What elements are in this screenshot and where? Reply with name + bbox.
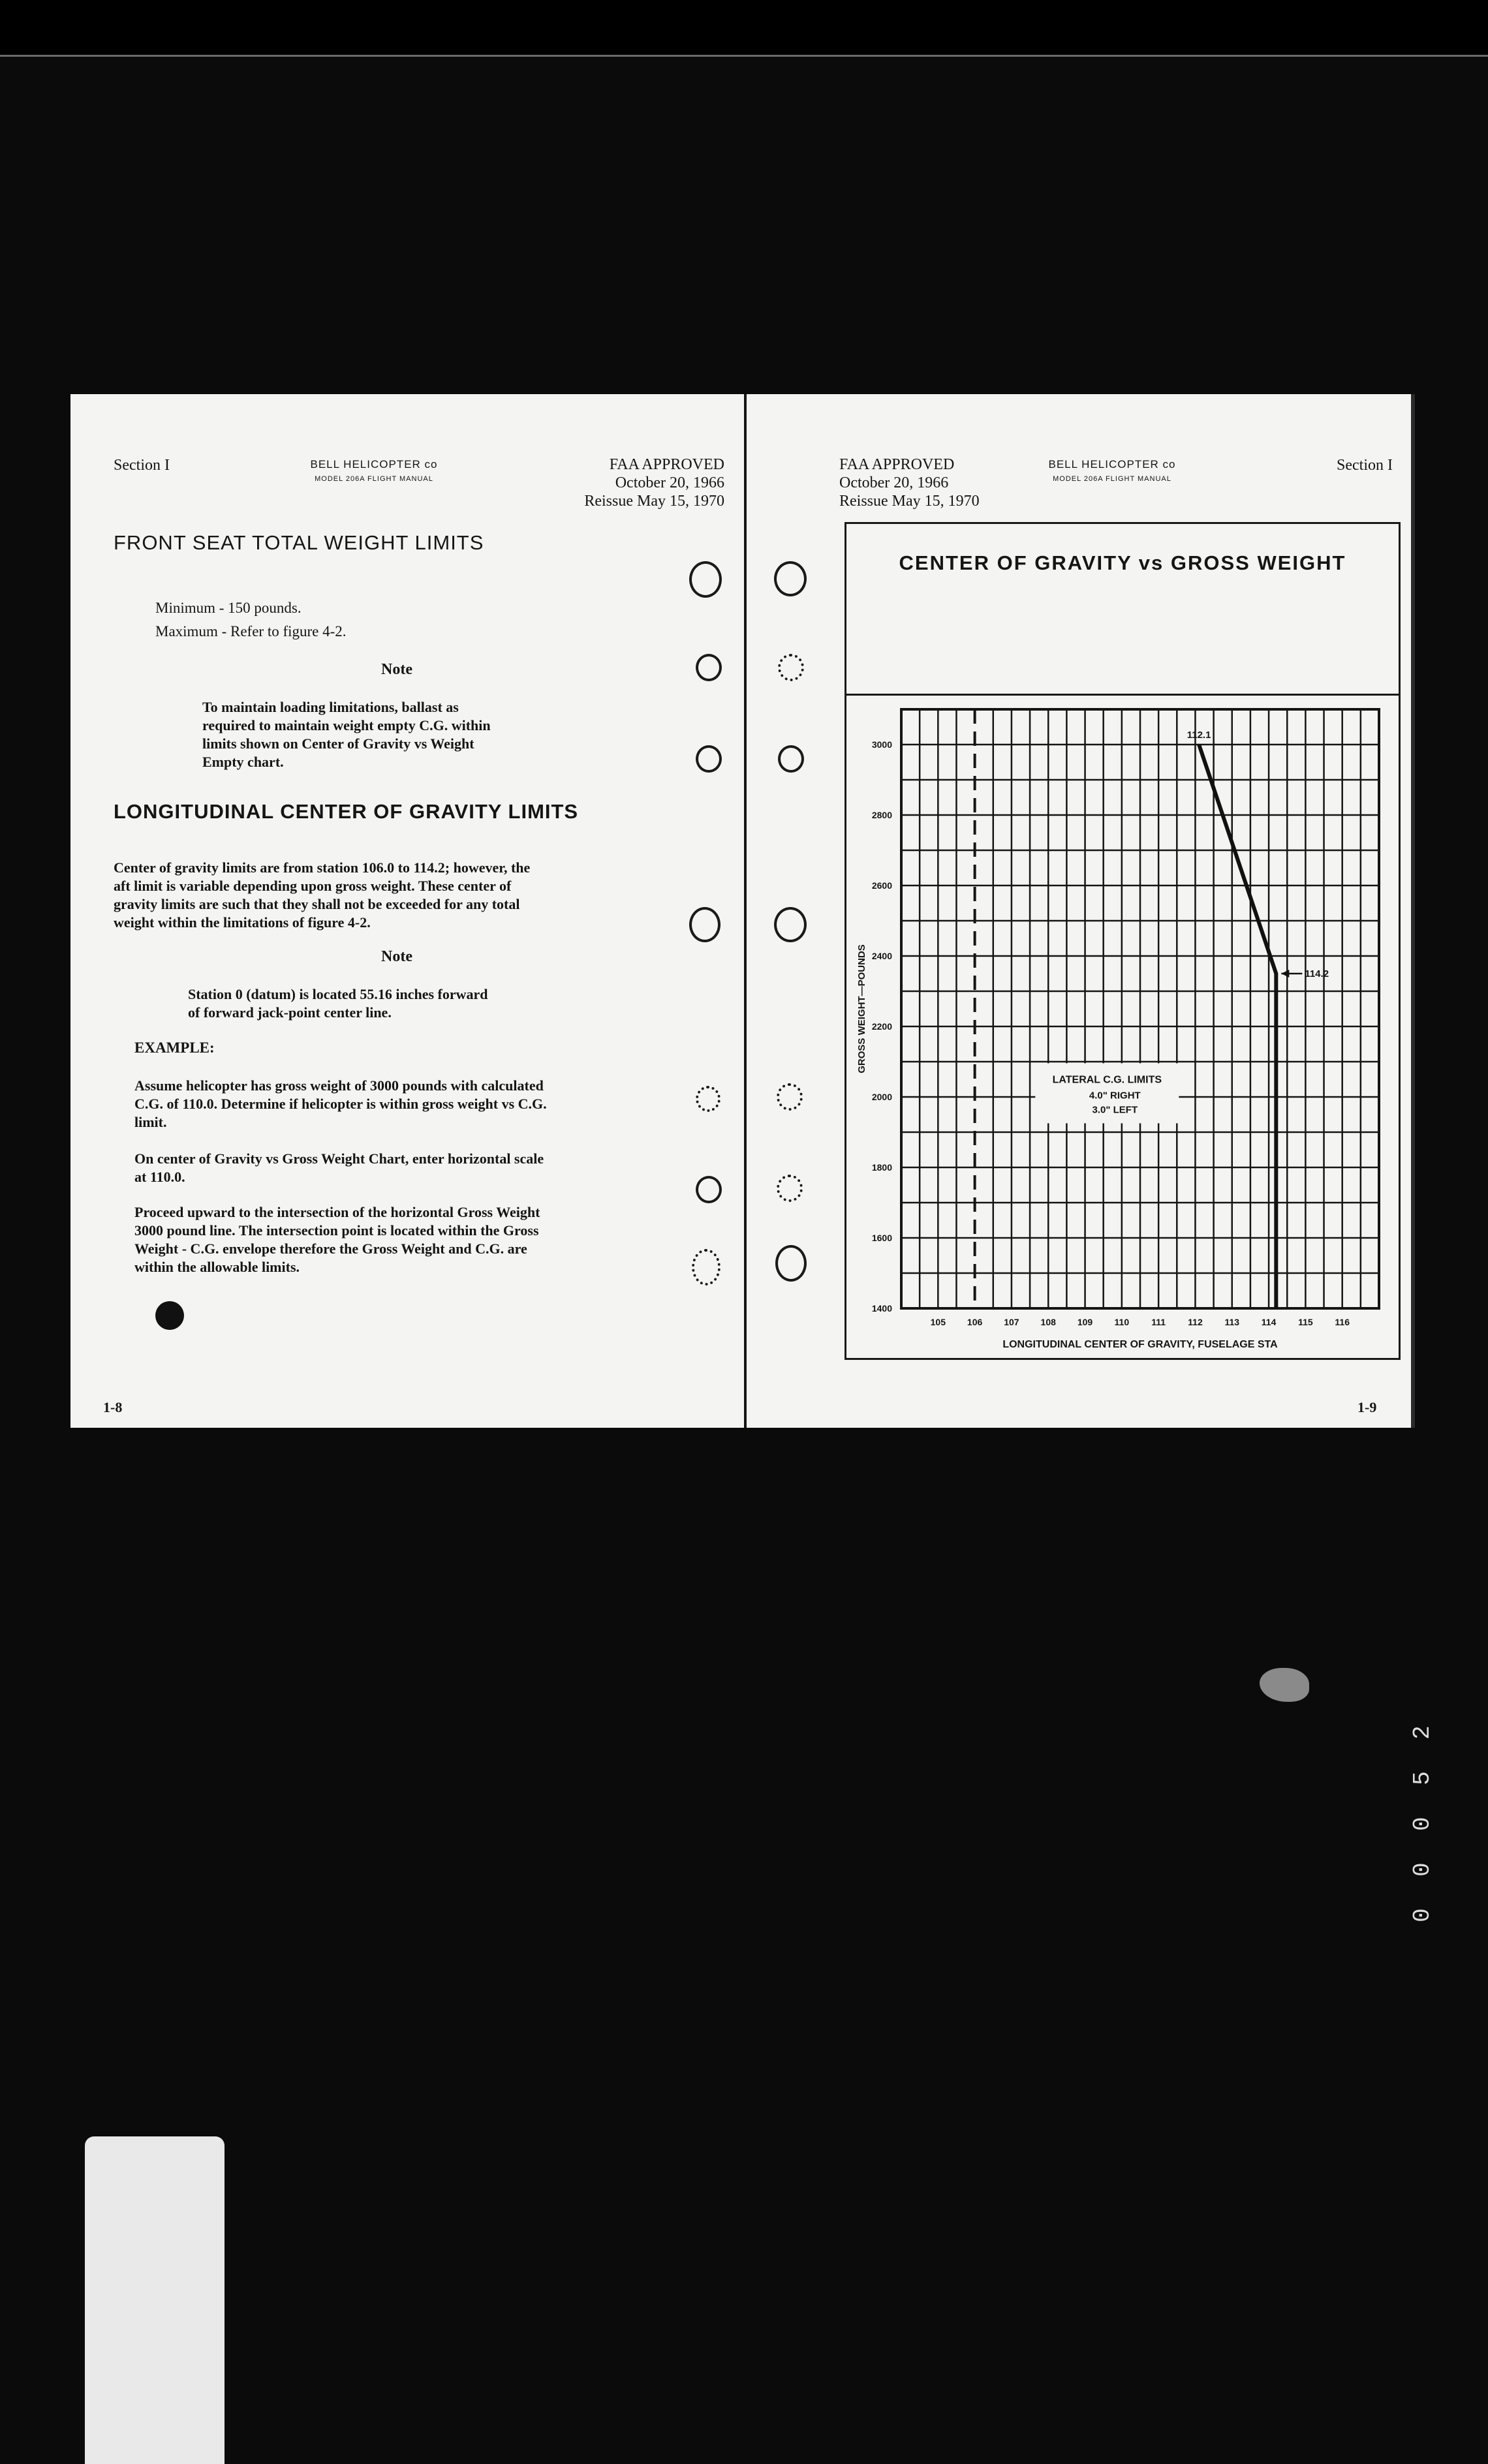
y-axis-label: GROSS WEIGHT—POUNDS — [856, 944, 867, 1073]
note-text — [188, 985, 645, 1022]
company-subtitle: MODEL 206A FLIGHT MANUAL — [315, 475, 433, 483]
company-name-text: BELL HELICOPTER co — [1048, 458, 1176, 470]
page-edge — [1411, 394, 1415, 1428]
x-tick-label: 109 — [1077, 1317, 1093, 1327]
x-tick-label: 113 — [1224, 1317, 1240, 1327]
note-line: required to maintain weight empty C.G. within — [202, 717, 491, 733]
binder-hole — [696, 1176, 722, 1203]
data-label: 112.1 — [1186, 730, 1211, 741]
note-text — [202, 698, 568, 771]
company-name — [289, 458, 459, 483]
approval-date: October 20, 1966 — [615, 474, 724, 491]
film-leader-tab — [85, 2136, 225, 2464]
x-tick-label: 105 — [930, 1317, 946, 1327]
binder-hole — [696, 654, 722, 681]
paragraph-line: limit. — [134, 1114, 167, 1130]
ink-blot — [155, 1301, 184, 1330]
minimum-weight: Minimum - 150 pounds. — [155, 600, 302, 616]
y-tick-label: 1800 — [871, 1162, 892, 1173]
page-number: 1-8 — [103, 1399, 123, 1415]
data-label: 114.2 — [1305, 968, 1329, 979]
chart-title: CENTER OF GRAVITY vs GROSS WEIGHT — [899, 551, 1346, 574]
example-paragraph — [134, 1150, 728, 1186]
note-heading: Note — [381, 948, 412, 965]
binder-hole — [696, 745, 722, 773]
roll-digit: 2 — [1409, 1725, 1436, 1740]
binder-hole — [692, 1249, 721, 1286]
y-tick-label: 2400 — [871, 951, 892, 961]
cg-paragraph — [114, 859, 731, 932]
note-line: Station 0 (datum) is located 55.16 inches forward — [188, 986, 488, 1002]
binder-hole — [778, 745, 804, 773]
x-tick-label: 110 — [1114, 1317, 1130, 1327]
binder-hole — [775, 1245, 807, 1282]
example-paragraph — [134, 1077, 728, 1132]
film-top-band — [0, 0, 1488, 56]
binder-hole — [778, 654, 804, 681]
note-line: Empty chart. — [202, 754, 284, 770]
paragraph-line: Proceed upward to the intersection of the horizontal Gross Weight — [134, 1204, 540, 1220]
paragraph-line: weight within the limitations of figure 4-2. — [114, 914, 371, 931]
paragraph-line: within the allowable limits. — [134, 1259, 300, 1275]
company-name — [1027, 458, 1197, 483]
paragraph-line: aft limit is variable depending upon gross weight. These center of — [114, 878, 512, 894]
x-axis-label: LONGITUDINAL CENTER OF GRAVITY, FUSELAGE STA — [1002, 1339, 1278, 1350]
roll-digit: 0 — [1409, 1817, 1436, 1831]
x-tick-label: 106 — [967, 1317, 983, 1327]
paragraph-line: Weight - C.G. envelope therefore the Gross Weight and C.G. are — [134, 1240, 527, 1257]
front-seat-heading: FRONT SEAT TOTAL WEIGHT LIMITS — [114, 531, 484, 554]
binder-hole — [689, 907, 721, 942]
film-top-rule — [0, 55, 1488, 57]
longitudinal-cg-heading: LONGITUDINAL CENTER OF GRAVITY LIMITS — [114, 800, 579, 823]
annotation-arrowhead — [1281, 970, 1289, 978]
roll-digit: 5 — [1409, 1771, 1436, 1785]
x-tick-label: 111 — [1151, 1317, 1166, 1327]
x-tick-label: 107 — [1004, 1317, 1019, 1327]
faa-approved: FAA APPROVED — [839, 456, 955, 473]
maximum-weight: Maximum - Refer to figure 4-2. — [155, 623, 347, 639]
note-line: limits shown on Center of Gravity vs Weight — [202, 735, 474, 752]
section-label: Section I — [114, 457, 170, 474]
paragraph-line: 3000 pound line. The intersection point is located within the Gross — [134, 1222, 539, 1239]
y-tick-label: 2000 — [871, 1092, 892, 1102]
x-tick-label: 114 — [1261, 1317, 1277, 1327]
company-name-text: BELL HELICOPTER co — [310, 458, 438, 470]
y-tick-label: 2800 — [871, 810, 892, 820]
lateral-limits-right: 4.0" RIGHT — [1089, 1090, 1141, 1101]
figure-box — [845, 522, 1401, 1360]
reissue-date: Reissue May 15, 1970 — [584, 493, 724, 510]
paragraph-line: Assume helicopter has gross weight of 3000 pounds with calculated — [134, 1077, 544, 1094]
paragraph-line: at 110.0. — [134, 1169, 185, 1185]
x-tick-label: 116 — [1335, 1317, 1350, 1327]
x-tick-label: 112 — [1188, 1317, 1203, 1327]
lateral-limits-left: 3.0" LEFT — [1092, 1104, 1138, 1116]
paragraph-line: C.G. of 110.0. Determine if helicopter is within gross weight vs C.G. — [134, 1096, 547, 1112]
paragraph-line: Center of gravity limits are from station 106.0 to 114.2; however, the — [114, 859, 531, 876]
reissue-date: Reissue May 15, 1970 — [839, 493, 980, 510]
section-label: Section I — [1337, 457, 1393, 474]
x-tick-label: 108 — [1040, 1317, 1056, 1327]
y-tick-label: 2600 — [871, 880, 892, 891]
lateral-limits-title: LATERAL C.G. LIMITS — [1052, 1074, 1162, 1086]
note-line: To maintain loading limitations, ballast as — [202, 699, 459, 715]
paragraph-line: gravity limits are such that they shall not be exceeded for any total — [114, 896, 520, 912]
company-subtitle: MODEL 206A FLIGHT MANUAL — [1053, 475, 1171, 483]
y-tick-label: 1400 — [871, 1303, 892, 1314]
approval-block — [488, 455, 724, 510]
y-tick-label: 3000 — [871, 739, 892, 750]
example-heading: EXAMPLE: — [134, 1040, 215, 1056]
paragraph-line: On center of Gravity vs Gross Weight Chart, enter horizontal scale — [134, 1150, 544, 1167]
right-page — [747, 394, 1411, 1428]
approval-block — [839, 455, 1035, 510]
binder-hole — [774, 907, 807, 942]
binder-hole — [774, 561, 807, 596]
page-number: 1-9 — [1357, 1399, 1377, 1415]
binder-hole — [696, 1086, 721, 1112]
faa-approved: FAA APPROVED — [609, 456, 724, 473]
x-tick-label: 115 — [1298, 1317, 1313, 1327]
binder-hole — [777, 1083, 803, 1111]
y-tick-label: 1600 — [871, 1233, 892, 1243]
manual-spread — [70, 394, 1415, 1428]
roll-digit: 0 — [1409, 1862, 1436, 1877]
note-heading: Note — [381, 661, 412, 678]
film-smudge — [1260, 1668, 1309, 1702]
binder-hole — [777, 1175, 803, 1202]
left-page — [70, 394, 744, 1428]
approval-date: October 20, 1966 — [839, 474, 949, 491]
example-paragraph — [134, 1203, 728, 1276]
y-tick-label: 2200 — [871, 1021, 892, 1032]
roll-digit: 0 — [1409, 1908, 1436, 1922]
roll-number — [1411, 1710, 1434, 1938]
binder-hole — [689, 561, 722, 598]
note-line: of forward jack-point center line. — [188, 1004, 392, 1021]
cg-chart — [846, 524, 1399, 1358]
